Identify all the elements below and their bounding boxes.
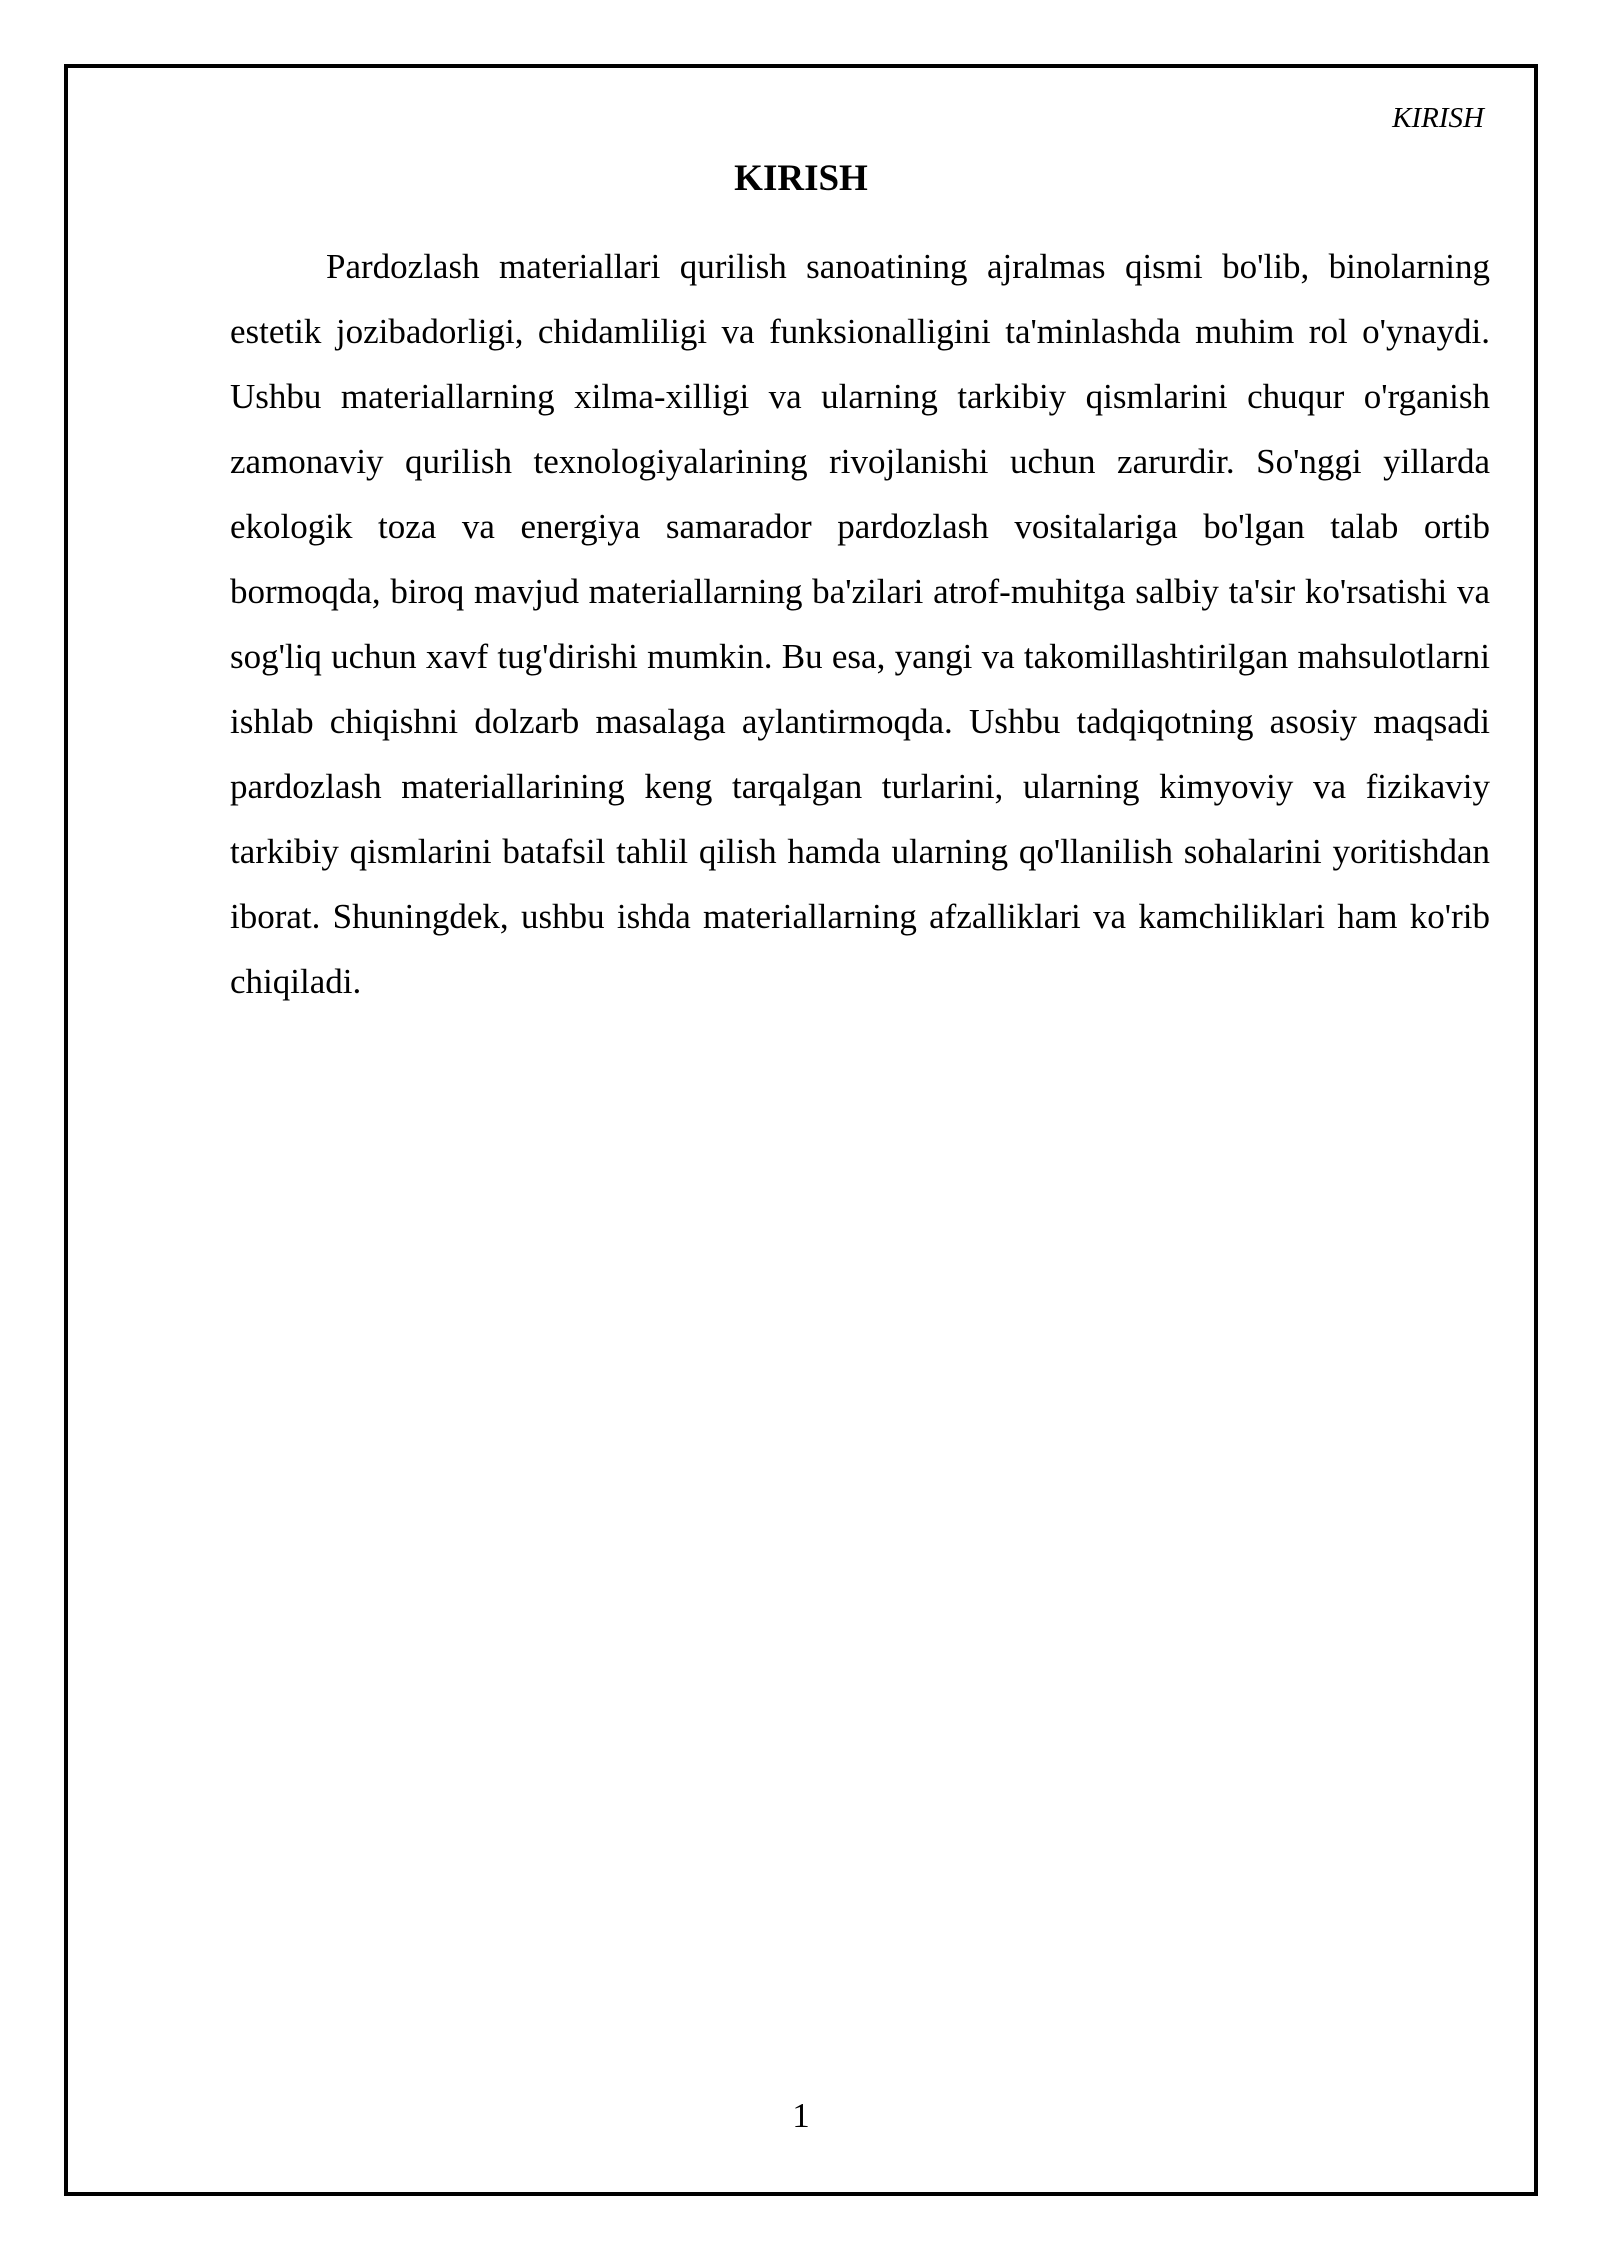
page-number: 1: [792, 2096, 810, 2135]
running-header: KIRISH: [1392, 102, 1484, 134]
body-paragraph: Pardozlash materiallari qurilish sanoatining ajralmas qismi bo'lib, binolarning estetik jozibadorligi, chidamliligi va funksionalligini ta'minlashda muhim rol o'ynaydi. Ushbu materiallarning xilma-xilligi va ularning tarkibiy qismlarini chuqur o'rganish zamonaviy qurilish texnologiyalarining rivojlanishi uchun zarurdir. So'nggi yillarda ekologik toza va energiya samarador pardozlash vositalariga bo'lgan talab ortib bormoqda, biroq mavjud materiallarning ba'zilari atrof-muhitga salbiy ta'sir ko'rsatishi va sog'liq uchun xavf tug'dirishi mumkin. Bu esa, yangi va takomillashtirilgan mahsulotlarni ishlab chiqishni dolzarb masalaga aylantirmoqda. Ushbu tadqiqotning asosiy maqsadi pardozlash materiallarining keng tarqalgan turlarini, ularning kimyoviy va fizikaviy tarkibiy qismlarini batafsil tahlil qilish hamda ularning qo'llanilish sohalarini yoritishdan iborat. Shuningdek, ushbu ishda materiallarning afzalliklari va kamchiliklari ham ko'rib chiqiladi.: [230, 247, 1490, 1001]
section-title: KIRISH: [734, 158, 868, 199]
page-frame: [64, 64, 1538, 2196]
